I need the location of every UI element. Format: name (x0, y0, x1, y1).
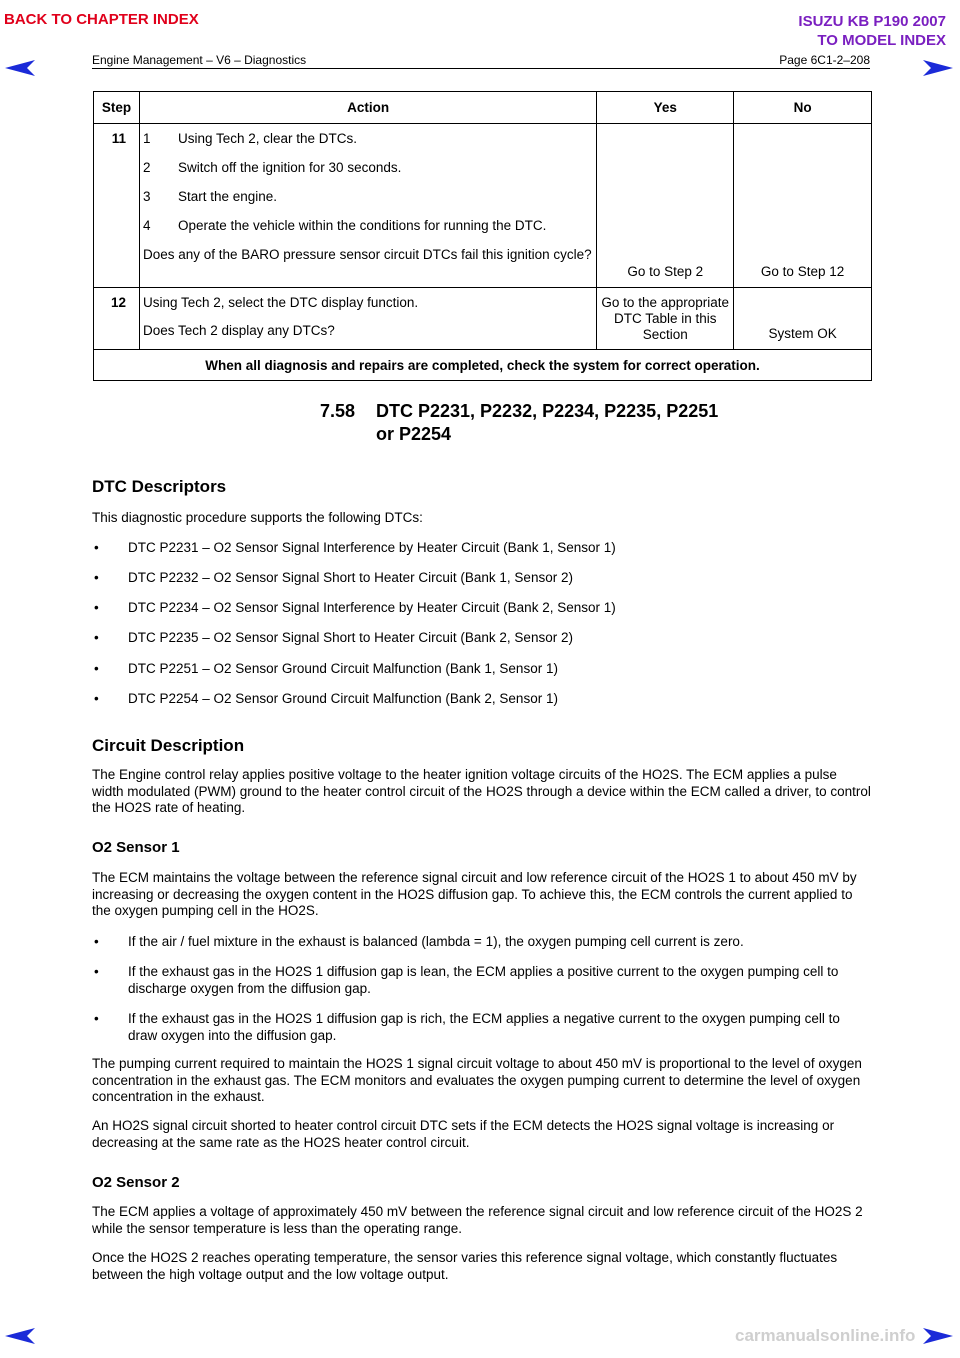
circuit-description-heading: Circuit Description (92, 736, 245, 755)
section-title-line1: DTC P2231, P2232, P2234, P2235, P2251 (376, 401, 719, 421)
action-cell (139, 288, 596, 350)
yes-cell: Go to the appropriate DTC Table in this Section (597, 288, 734, 350)
bullet-icon: • (94, 540, 99, 555)
bullet-icon: • (94, 934, 99, 949)
list-item: • DTC P2232 – O2 Sensor Signal Short to Heater Circuit (Bank 1, Sensor 2) (94, 570, 573, 585)
to-model-index[interactable]: TO MODEL INDEX (817, 32, 946, 49)
previous-page-arrow-bottom-icon[interactable] (3, 1326, 37, 1346)
bullet-icon: • (94, 964, 99, 979)
bullet-icon: • (94, 600, 99, 615)
yes-cell: Go to Step 2 (597, 124, 734, 288)
col-header-step: Step (94, 92, 140, 124)
o2-sensor-1-para2: The pumping current required to maintain the HO2S 1 signal circuit voltage to about 450 mV is proportional to the level of oxygen concentration in the exhaust gas. The ECM monitors and evaluates the oxygen pumping current to determine the level of oxygen concentration in the exhaust. (92, 1056, 862, 1104)
circuit-description-text: The Engine control relay applies positive voltage to the heater ignition voltage circuits of the HO2S. The ECM applies a pulse width modulated (PWM) ground to the heater control circuit of the HO2S through a device within the ECM called a driver, to control the HO2S rate of heating. (92, 767, 871, 815)
list-item: • DTC P2235 – O2 Sensor Signal Short to Heater Circuit (Bank 2, Sensor 2) (94, 630, 573, 645)
running-header-title: Engine Management – V6 – Diagnostics (92, 53, 307, 67)
section-title (320, 400, 718, 446)
action-question: Does any of the BARO pressure sensor circuit DTCs fail this ignition cycle? (142, 247, 592, 262)
step-number: 11 (94, 124, 140, 288)
dtc-descriptors-heading: DTC Descriptors (92, 477, 227, 496)
o2-sensor-2-para2: Once the HO2S 2 reaches operating temperature, the sensor varies this reference signal voltage, which constantly fluctuates between the high voltage output and the low voltage output. (92, 1250, 838, 1282)
col-header-action: Action (139, 92, 596, 124)
diagnostic-steps-table (93, 91, 872, 381)
bullet-icon: • (94, 570, 99, 585)
table-row (94, 288, 872, 350)
o2-sensor-2-heading: O2 Sensor 2 (92, 1174, 180, 1191)
table-row (94, 124, 872, 288)
next-page-arrow-bottom-icon[interactable] (921, 1326, 955, 1346)
header-rule (92, 68, 870, 69)
action-cell (139, 124, 596, 288)
back-to-chapter-index-link[interactable]: BACK TO CHAPTER INDEX (4, 11, 199, 28)
closing-note: When all diagnosis and repairs are completed, check the system for correct operation. (94, 350, 872, 381)
table-header-row (94, 92, 872, 124)
list-item: • DTC P2234 – O2 Sensor Signal Interference by Heater Circuit (Bank 2, Sensor 1) (94, 600, 616, 615)
watermark: carmanualsonline.info (735, 1326, 916, 1345)
next-page-arrow-icon[interactable] (921, 58, 955, 78)
action-line: 1 Using Tech 2, clear the DTCs. (142, 131, 358, 146)
descriptors-intro: This diagnostic procedure supports the following DTCs: (92, 510, 423, 525)
section-number: 7.58 (320, 401, 356, 421)
list-item: • If the exhaust gas in the HO2S 1 diffusion gap is rich, the ECM applies a negative current to the oxygen pumping cell to draw oxygen into the diffusion gap. (94, 1011, 840, 1043)
step-number: 12 (94, 288, 140, 350)
section-title-line2: or P2254 (376, 424, 452, 444)
list-item: • If the exhaust gas in the HO2S 1 diffusion gap is lean, the ECM applies a positive current to the oxygen pumping cell to discharge oxygen from the diffusion gap. (94, 964, 839, 996)
bullet-icon: • (94, 661, 99, 676)
model-index-link[interactable] (798, 12, 946, 50)
list-item: • DTC P2254 – O2 Sensor Ground Circuit Malfunction (Bank 2, Sensor 1) (94, 691, 558, 706)
model-name[interactable]: ISUZU KB P190 2007 (798, 13, 946, 30)
list-item: • DTC P2231 – O2 Sensor Signal Interference by Heater Circuit (Bank 1, Sensor 1) (94, 540, 616, 555)
list-item: • DTC P2251 – O2 Sensor Ground Circuit Malfunction (Bank 1, Sensor 1) (94, 661, 558, 676)
page-number: Page 6C1-2–208 (779, 53, 870, 67)
action-line: 3 Start the engine. (142, 189, 278, 204)
action-text: Using Tech 2, select the DTC display function. (142, 295, 419, 310)
table-closing-row (94, 350, 872, 381)
bullet-icon: • (94, 691, 99, 706)
o2-sensor-1-heading: O2 Sensor 1 (92, 839, 180, 856)
list-item: • If the air / fuel mixture in the exhaust is balanced (lambda = 1), the oxygen pumping cell current is zero. (94, 934, 744, 949)
action-line: 4 Operate the vehicle within the conditions for running the DTC. (142, 218, 547, 233)
action-question: Does Tech 2 display any DTCs? (142, 323, 335, 338)
o2-sensor-2-para1: The ECM applies a voltage of approximately 450 mV between the reference signal circuit and low reference circuit of the HO2S 2 while the sensor temperature is less than the operating range. (92, 1204, 863, 1236)
o2-sensor-1-para1: The ECM maintains the voltage between the reference signal circuit and low reference circuit of the HO2S 1 to about 450 mV by increasing or decreasing the oxygen content in the HO2S diffusion gap. To achieve this, the ECM controls the current applied to the oxygen pumping cell in the HO2S. (92, 870, 857, 918)
previous-page-arrow-icon[interactable] (3, 58, 37, 78)
col-header-yes: Yes (597, 92, 734, 124)
col-header-no: No (734, 92, 872, 124)
no-cell: System OK (734, 288, 872, 350)
bullet-icon: • (94, 630, 99, 645)
action-line: 2 Switch off the ignition for 30 seconds. (142, 160, 402, 175)
bullet-icon: • (94, 1011, 99, 1026)
o2-sensor-1-para3: An HO2S signal circuit shorted to heater control circuit DTC sets if the ECM detects the HO2S signal voltage is increasing or decreasing at the same rate as the HO2S heater control circuit. (92, 1118, 835, 1150)
no-cell: Go to Step 12 (734, 124, 872, 288)
